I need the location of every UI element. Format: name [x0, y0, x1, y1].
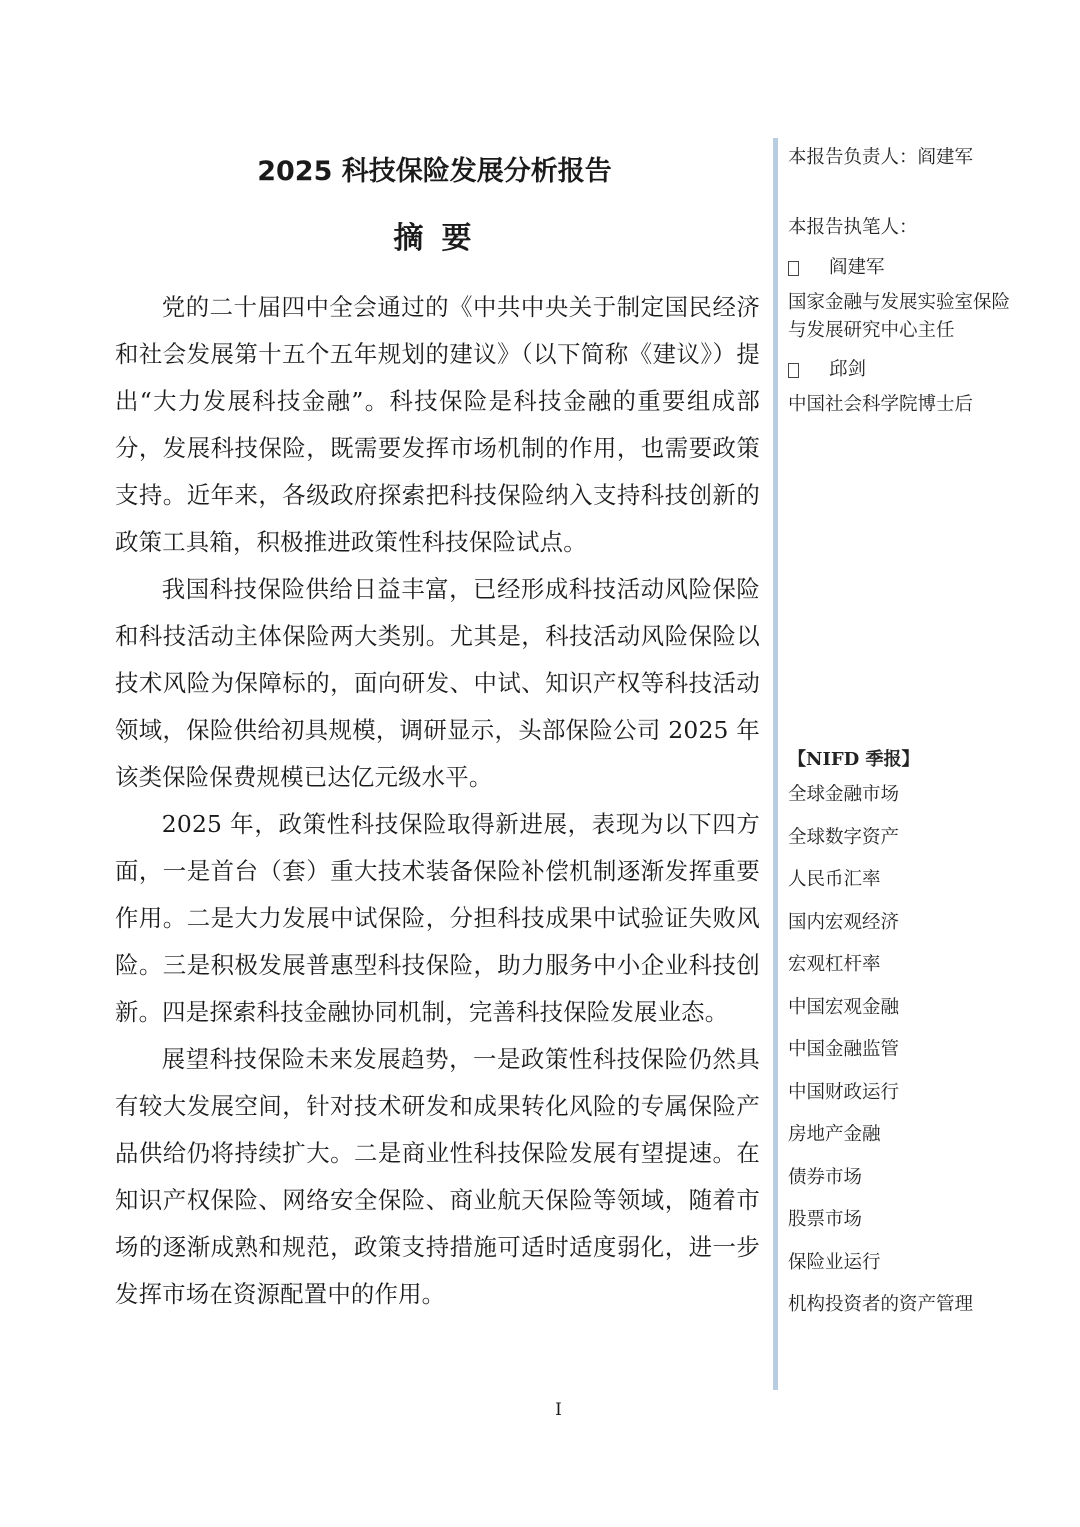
bullet-box-icon — [788, 363, 799, 378]
series-item: 全球数字资产 — [788, 826, 900, 848]
writers-label: 本报告执笔人： — [788, 217, 918, 238]
series-item: 中国宏观金融 — [788, 996, 900, 1018]
series-item: 房地产金融 — [788, 1124, 881, 1145]
series-item: 中国金融监管 — [788, 1039, 900, 1060]
author-entry — [788, 355, 1018, 385]
abstract-paragraph-1: 党的二十届四中全会通过的《中共中央关于制定国民经济和社会发展第十五个五年规划的建议》（以下简称《建议》）提出“大力发展科技金融”。科技保险是科技金融的重要组成部分，发展科技保险，既需要发挥市场机制的作用，也需要政策支持。近年来，各级政府探索把科技保险纳入支持科技创新的政策工具箱，积极推进政策性科技保险试点。 — [115, 293, 760, 556]
abstract-heading: 摘要 — [393, 221, 490, 256]
abstract-paragraph-4: 展望科技保险未来发展趋势，一是政策性科技保险仍然具有较大发展空间，针对技术研发和成果转化风险的专属保险产品供给仍将持续扩大。二是商业性科技保险发展有望提速。在知识产权保险、网络安全保险、商业航天保险等领域，随着市场的逐渐成熟和规范，政策支持措施可适时适度弱化，进一步发挥市场在资源配置中的作用。 — [115, 1045, 760, 1308]
series-item: 人民币汇率 — [788, 869, 881, 890]
page-number: I — [555, 1400, 562, 1420]
series-item: 国内宏观经济 — [788, 911, 900, 933]
report-title: 2025 科技保险发展分析报告 — [257, 156, 612, 187]
author-name: 邱剑 — [829, 359, 867, 380]
series-item: 中国财政运行 — [788, 1081, 900, 1103]
bullet-box-icon — [788, 261, 799, 276]
series-item: 机构投资者的资产管理 — [788, 1294, 974, 1315]
author-affiliation: 国家金融与发展实验室保险与发展研究中心主任 — [788, 292, 1011, 341]
author-name: 阎建军 — [829, 257, 885, 278]
series-item: 保险业运行 — [788, 1251, 881, 1273]
series-heading: 【NIFD 季报】 — [788, 749, 920, 770]
sidebar-divider — [773, 138, 778, 1390]
abstract-paragraph-3: 2025 年，政策性科技保险取得新进展，表现为以下四方面，一是首台（套）重大技术装备保险补偿机制逐渐发挥重要作用。二是大力发展中试保险，分担科技成果中试验证失败风险。三是积极发展普惠型科技保险，助力服务中小企业科技创新。四是探索科技金融协同机制，完善科技保险发展业态。 — [115, 810, 760, 1026]
series-item: 宏观杠杆率 — [788, 954, 881, 975]
abstract-body — [115, 284, 760, 1318]
series-list — [788, 780, 973, 1333]
series-item: 全球金融市场 — [788, 784, 900, 805]
main-content — [115, 150, 760, 1318]
series-item: 债券市场 — [788, 1166, 863, 1188]
author-entry — [788, 253, 1018, 283]
responsible-person: 本报告负责人：阎建军 — [788, 147, 974, 168]
sidebar-authors — [788, 143, 1018, 419]
author-affiliation: 中国社会科学院博士后 — [788, 394, 974, 415]
abstract-paragraph-2: 我国科技保险供给日益丰富，已经形成科技活动风险保险和科技活动主体保险两大类别。尤其是，科技活动风险保险以技术风险为保障标的，面向研发、中试、知识产权等科技活动领域，保险供给初具规模，调研显示，头部保险公司 2025 年该类保险保费规模已达亿元级水平。 — [115, 575, 760, 791]
series-item: 股票市场 — [788, 1209, 863, 1230]
